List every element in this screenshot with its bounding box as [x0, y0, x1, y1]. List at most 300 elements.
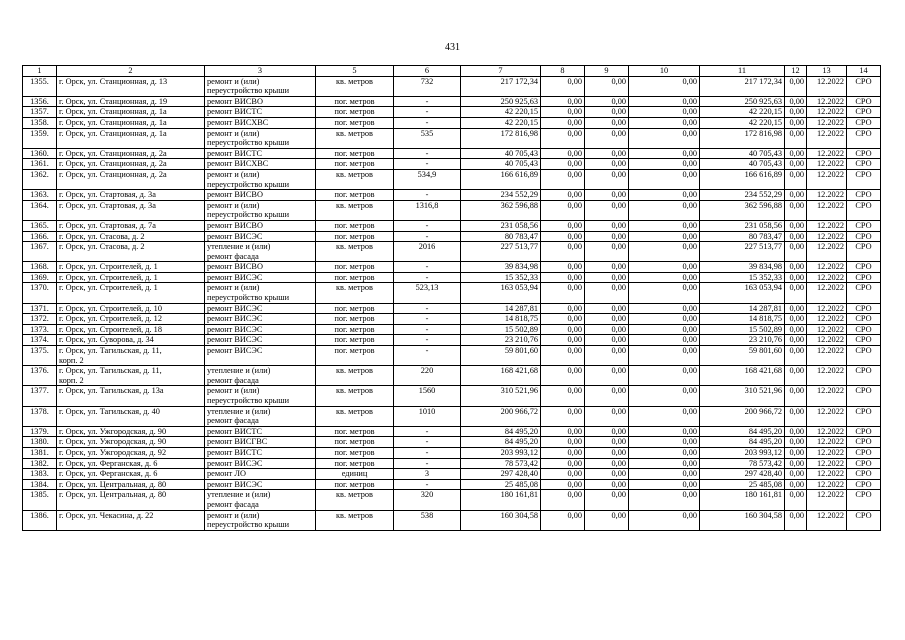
work-type-cell-line: ремонт ВИСЭС — [207, 324, 263, 334]
col11-cell: 234 552,29 — [700, 190, 785, 201]
col9-cell: 0,00 — [585, 346, 629, 366]
column-header: 9 — [585, 66, 629, 77]
table-row — [23, 447, 881, 458]
col8-cell: 0,00 — [541, 231, 585, 242]
table-row — [23, 148, 881, 159]
table-row — [23, 458, 881, 469]
col12-cell: 0,00 — [785, 128, 807, 148]
col9-cell: 0,00 — [585, 262, 629, 273]
date-cell: 12.2022 — [807, 272, 847, 283]
date-cell: 12.2022 — [807, 447, 847, 458]
col9-cell: 0,00 — [585, 458, 629, 469]
col8-cell: 0,00 — [541, 148, 585, 159]
address-cell-line: корп. 2 — [59, 375, 84, 385]
work-type-cell-line: ремонт и (или) — [207, 283, 260, 293]
address-cell-line: г. Орск, ул. Стартовая, д. 3а — [59, 190, 156, 200]
row-number-cell: 1373. — [23, 324, 57, 335]
col9-cell: 0,00 — [585, 314, 629, 325]
col9-cell: 0,00 — [585, 242, 629, 262]
work-type-cell — [205, 366, 316, 386]
col11-cell: 14 287,81 — [700, 303, 785, 314]
work-type-cell — [205, 262, 316, 273]
work-type-cell — [205, 346, 316, 366]
address-cell-line: г. Орск, ул. Станционная, д. 13 — [59, 76, 168, 86]
col9-cell: 0,00 — [585, 437, 629, 448]
source-cell: СРО — [847, 324, 881, 335]
address-cell — [57, 169, 205, 189]
col10-cell: 0,00 — [629, 386, 700, 406]
col8-cell: 0,00 — [541, 366, 585, 386]
table-row — [23, 366, 881, 386]
col11-cell: 78 573,42 — [700, 458, 785, 469]
total-cost-cell: 297 428,40 — [461, 469, 541, 480]
work-type-cell-line: ремонт ВИСВО — [207, 220, 263, 230]
col11-cell: 227 513,77 — [700, 242, 785, 262]
unit-cell: пог. метров — [316, 479, 394, 490]
address-cell — [57, 220, 205, 231]
col8-cell: 0,00 — [541, 283, 585, 303]
unit-cell: пог. метров — [316, 458, 394, 469]
work-type-cell-line: утепление и (или) — [207, 490, 271, 500]
col10-cell: 0,00 — [629, 190, 700, 201]
col10-cell: 0,00 — [629, 262, 700, 273]
column-header: 1 — [23, 66, 57, 77]
source-cell: СРО — [847, 159, 881, 170]
address-cell-line: г. Орск, ул. Тагильская, д. 11, — [59, 346, 162, 356]
row-number-cell: 1385. — [23, 490, 57, 510]
row-number-cell: 1358. — [23, 117, 57, 128]
col12-cell: 0,00 — [785, 200, 807, 220]
work-type-cell — [205, 96, 316, 107]
page-number: 431 — [445, 42, 460, 53]
work-type-cell-line: ремонт ВИСЭС — [207, 231, 263, 241]
work-type-cell-line: ремонт ВИСХВС — [207, 117, 269, 127]
source-cell: СРО — [847, 510, 881, 530]
col12-cell: 0,00 — [785, 324, 807, 335]
total-cost-cell: 227 513,77 — [461, 242, 541, 262]
register-table — [22, 65, 881, 531]
unit-cell: пог. метров — [316, 335, 394, 346]
col12-cell: 0,00 — [785, 242, 807, 262]
source-cell: СРО — [847, 437, 881, 448]
col10-cell: 0,00 — [629, 169, 700, 189]
source-cell: СРО — [847, 128, 881, 148]
work-type-cell — [205, 200, 316, 220]
date-cell: 12.2022 — [807, 437, 847, 448]
table-body — [23, 76, 881, 530]
row-number-cell: 1386. — [23, 510, 57, 530]
col9-cell: 0,00 — [585, 159, 629, 170]
col12-cell: 0,00 — [785, 262, 807, 273]
date-cell: 12.2022 — [807, 148, 847, 159]
col8-cell: 0,00 — [541, 458, 585, 469]
row-number-cell: 1367. — [23, 242, 57, 262]
total-cost-cell: 310 521,96 — [461, 386, 541, 406]
address-cell — [57, 283, 205, 303]
date-cell: 12.2022 — [807, 200, 847, 220]
work-type-cell-line: ремонт и (или) — [207, 128, 260, 138]
col12-cell: 0,00 — [785, 469, 807, 480]
column-header: 13 — [807, 66, 847, 77]
quantity-cell: - — [394, 426, 461, 437]
col9-cell: 0,00 — [585, 220, 629, 231]
date-cell: 12.2022 — [807, 231, 847, 242]
total-cost-cell: 160 304,58 — [461, 510, 541, 530]
row-number-cell: 1378. — [23, 406, 57, 426]
col12-cell: 0,00 — [785, 335, 807, 346]
address-cell — [57, 303, 205, 314]
quantity-cell: - — [394, 159, 461, 170]
address-cell-line: г. Орск, ул. Станционная, д. 2а — [59, 148, 167, 158]
address-cell — [57, 231, 205, 242]
address-cell-line: г. Орск, ул. Станционная, д. 2а — [59, 159, 167, 169]
unit-cell: пог. метров — [316, 159, 394, 170]
col10-cell: 0,00 — [629, 96, 700, 107]
col10-cell: 0,00 — [629, 242, 700, 262]
work-type-cell-line: ремонт фасада — [207, 499, 259, 509]
source-cell: СРО — [847, 148, 881, 159]
table-row — [23, 314, 881, 325]
source-cell: СРО — [847, 231, 881, 242]
source-cell: СРО — [847, 272, 881, 283]
total-cost-cell: 234 552,29 — [461, 190, 541, 201]
address-cell-line: г. Орск, ул. Тагильская, д. 11, — [59, 366, 162, 376]
work-type-cell-line: ремонт и (или) — [207, 200, 260, 210]
address-cell — [57, 447, 205, 458]
total-cost-cell: 78 573,42 — [461, 458, 541, 469]
work-type-cell-line: переустройство крыши — [207, 293, 290, 303]
row-number-cell: 1382. — [23, 458, 57, 469]
address-cell — [57, 190, 205, 201]
row-number-cell: 1355. — [23, 76, 57, 96]
col12-cell: 0,00 — [785, 510, 807, 530]
address-cell-line: г. Орск, ул. Строителей, д. 1 — [59, 283, 158, 293]
row-number-cell: 1376. — [23, 366, 57, 386]
unit-cell: пог. метров — [316, 346, 394, 366]
source-cell: СРО — [847, 346, 881, 366]
row-number-cell: 1372. — [23, 314, 57, 325]
source-cell: СРО — [847, 479, 881, 490]
date-cell: 12.2022 — [807, 458, 847, 469]
col8-cell: 0,00 — [541, 324, 585, 335]
address-cell — [57, 148, 205, 159]
address-cell-line: г. Орск, ул. Тагильская, д. 40 — [59, 406, 160, 416]
col10-cell: 0,00 — [629, 346, 700, 366]
col12-cell: 0,00 — [785, 107, 807, 118]
unit-cell: кв. метров — [316, 128, 394, 148]
quantity-cell: 732 — [394, 76, 461, 96]
quantity-cell: - — [394, 324, 461, 335]
total-cost-cell: 168 421,68 — [461, 366, 541, 386]
col12-cell: 0,00 — [785, 117, 807, 128]
unit-cell: пог. метров — [316, 190, 394, 201]
work-type-cell — [205, 231, 316, 242]
unit-cell: пог. метров — [316, 447, 394, 458]
row-number-cell: 1359. — [23, 128, 57, 148]
date-cell: 12.2022 — [807, 426, 847, 437]
col9-cell: 0,00 — [585, 107, 629, 118]
col10-cell: 0,00 — [629, 458, 700, 469]
unit-cell: кв. метров — [316, 200, 394, 220]
work-type-cell — [205, 447, 316, 458]
source-cell: СРО — [847, 366, 881, 386]
col10-cell: 0,00 — [629, 148, 700, 159]
source-cell: СРО — [847, 190, 881, 201]
source-cell: СРО — [847, 283, 881, 303]
col9-cell: 0,00 — [585, 447, 629, 458]
col12-cell: 0,00 — [785, 346, 807, 366]
unit-cell: кв. метров — [316, 366, 394, 386]
unit-cell: кв. метров — [316, 76, 394, 96]
work-type-cell-line: ремонт ВИСГВС — [207, 437, 268, 447]
work-type-cell-line: ремонт ВИСТС — [207, 107, 263, 117]
address-cell — [57, 490, 205, 510]
unit-cell: кв. метров — [316, 406, 394, 426]
date-cell: 12.2022 — [807, 346, 847, 366]
work-type-cell — [205, 242, 316, 262]
col10-cell: 0,00 — [629, 76, 700, 96]
col10-cell: 0,00 — [629, 324, 700, 335]
col11-cell: 40 705,43 — [700, 159, 785, 170]
date-cell: 12.2022 — [807, 117, 847, 128]
col8-cell: 0,00 — [541, 479, 585, 490]
quantity-cell: - — [394, 447, 461, 458]
work-type-cell-line: ремонт ВИСЭС — [207, 303, 263, 313]
unit-cell: пог. метров — [316, 262, 394, 273]
date-cell: 12.2022 — [807, 406, 847, 426]
unit-cell: кв. метров — [316, 242, 394, 262]
table-row — [23, 262, 881, 273]
table-row — [23, 283, 881, 303]
work-type-cell — [205, 148, 316, 159]
work-type-cell-line: ремонт и (или) — [207, 76, 260, 86]
address-cell-line: г. Орск, ул. Ужгородская, д. 90 — [59, 437, 167, 447]
col12-cell: 0,00 — [785, 231, 807, 242]
work-type-cell-line: ремонт ВИСЭС — [207, 335, 263, 345]
table-row — [23, 190, 881, 201]
date-cell: 12.2022 — [807, 510, 847, 530]
table-row — [23, 128, 881, 148]
address-cell — [57, 437, 205, 448]
work-type-cell — [205, 220, 316, 231]
address-cell — [57, 107, 205, 118]
table-row — [23, 272, 881, 283]
quantity-cell: 535 — [394, 128, 461, 148]
work-type-cell-line: переустройство крыши — [207, 138, 290, 148]
address-cell — [57, 366, 205, 386]
column-header: 2 — [57, 66, 205, 77]
col8-cell: 0,00 — [541, 262, 585, 273]
col8-cell: 0,00 — [541, 200, 585, 220]
date-cell: 12.2022 — [807, 128, 847, 148]
address-cell — [57, 406, 205, 426]
quantity-cell: - — [394, 96, 461, 107]
row-number-cell: 1381. — [23, 447, 57, 458]
unit-cell: пог. метров — [316, 324, 394, 335]
table-row — [23, 469, 881, 480]
total-cost-cell: 42 220,15 — [461, 107, 541, 118]
col11-cell: 59 801,60 — [700, 346, 785, 366]
quantity-cell: - — [394, 346, 461, 366]
unit-cell: пог. метров — [316, 96, 394, 107]
work-type-cell — [205, 406, 316, 426]
work-type-cell — [205, 469, 316, 480]
col9-cell: 0,00 — [585, 303, 629, 314]
column-header: 12 — [785, 66, 807, 77]
col12-cell: 0,00 — [785, 148, 807, 159]
work-type-cell — [205, 76, 316, 96]
col8-cell: 0,00 — [541, 76, 585, 96]
work-type-cell-line: ремонт и (или) — [207, 386, 260, 396]
source-cell: СРО — [847, 335, 881, 346]
date-cell: 12.2022 — [807, 314, 847, 325]
row-number-cell: 1366. — [23, 231, 57, 242]
work-type-cell-line: ремонт ВИСЭС — [207, 479, 263, 489]
col8-cell: 0,00 — [541, 303, 585, 314]
work-type-cell — [205, 510, 316, 530]
address-cell-line: г. Орск, ул. Ферганская, д. 6 — [59, 458, 158, 468]
row-number-cell: 1370. — [23, 283, 57, 303]
table-row — [23, 200, 881, 220]
unit-cell: кв. метров — [316, 386, 394, 406]
unit-cell: пог. метров — [316, 272, 394, 283]
quantity-cell: 320 — [394, 490, 461, 510]
col8-cell: 0,00 — [541, 426, 585, 437]
total-cost-cell: 180 161,81 — [461, 490, 541, 510]
row-number-cell: 1377. — [23, 386, 57, 406]
address-cell-line: г. Орск, ул. Центральная, д. 80 — [59, 490, 167, 500]
col10-cell: 0,00 — [629, 314, 700, 325]
table-row — [23, 242, 881, 262]
address-cell — [57, 242, 205, 262]
unit-cell: пог. метров — [316, 148, 394, 159]
row-number-cell: 1379. — [23, 426, 57, 437]
col10-cell: 0,00 — [629, 366, 700, 386]
col9-cell: 0,00 — [585, 190, 629, 201]
work-type-cell — [205, 479, 316, 490]
address-cell — [57, 335, 205, 346]
address-cell — [57, 479, 205, 490]
quantity-cell: - — [394, 272, 461, 283]
table-row — [23, 437, 881, 448]
col12-cell: 0,00 — [785, 366, 807, 386]
work-type-cell — [205, 324, 316, 335]
col11-cell: 14 818,75 — [700, 314, 785, 325]
column-header: 3 — [205, 66, 316, 77]
source-cell: СРО — [847, 314, 881, 325]
col9-cell: 0,00 — [585, 96, 629, 107]
col8-cell: 0,00 — [541, 314, 585, 325]
address-cell-line: г. Орск, ул. Станционная, д. 2а — [59, 169, 167, 179]
quantity-cell: 1560 — [394, 386, 461, 406]
total-cost-cell: 59 801,60 — [461, 346, 541, 366]
col9-cell: 0,00 — [585, 324, 629, 335]
table-row — [23, 169, 881, 189]
col11-cell: 84 495,20 — [700, 426, 785, 437]
col9-cell: 0,00 — [585, 128, 629, 148]
address-cell-line: г. Орск, ул. Станционная, д. 1а — [59, 107, 167, 117]
address-cell — [57, 346, 205, 366]
total-cost-cell: 250 925,63 — [461, 96, 541, 107]
date-cell: 12.2022 — [807, 76, 847, 96]
row-number-cell: 1383. — [23, 469, 57, 480]
col8-cell: 0,00 — [541, 386, 585, 406]
col11-cell: 25 485,08 — [700, 479, 785, 490]
col11-cell: 362 596,88 — [700, 200, 785, 220]
col12-cell: 0,00 — [785, 314, 807, 325]
date-cell: 12.2022 — [807, 386, 847, 406]
source-cell: СРО — [847, 262, 881, 273]
work-type-cell-line: ремонт ВИСЭС — [207, 346, 263, 356]
work-type-cell — [205, 159, 316, 170]
col10-cell: 0,00 — [629, 479, 700, 490]
quantity-cell: 1316,8 — [394, 200, 461, 220]
col11-cell: 80 783,47 — [700, 231, 785, 242]
col8-cell: 0,00 — [541, 96, 585, 107]
col10-cell: 0,00 — [629, 426, 700, 437]
col9-cell: 0,00 — [585, 510, 629, 530]
col11-cell: 15 352,33 — [700, 272, 785, 283]
work-type-cell — [205, 107, 316, 118]
col8-cell: 0,00 — [541, 335, 585, 346]
total-cost-cell: 203 993,12 — [461, 447, 541, 458]
work-type-cell — [205, 437, 316, 448]
col9-cell: 0,00 — [585, 335, 629, 346]
total-cost-cell: 163 053,94 — [461, 283, 541, 303]
work-type-cell — [205, 426, 316, 437]
col12-cell: 0,00 — [785, 220, 807, 231]
source-cell: СРО — [847, 76, 881, 96]
work-type-cell-line: ремонт ВИСЭС — [207, 458, 263, 468]
address-cell-line: г. Орск, ул. Стартовая, д. 7а — [59, 220, 156, 230]
work-type-cell — [205, 169, 316, 189]
total-cost-cell: 172 816,98 — [461, 128, 541, 148]
col11-cell: 180 161,81 — [700, 490, 785, 510]
col12-cell: 0,00 — [785, 76, 807, 96]
address-cell-line: г. Орск, ул. Тагильская, д. 13а — [59, 386, 164, 396]
total-cost-cell: 231 058,56 — [461, 220, 541, 231]
date-cell: 12.2022 — [807, 159, 847, 170]
quantity-cell: 1010 — [394, 406, 461, 426]
address-cell — [57, 96, 205, 107]
col9-cell: 0,00 — [585, 283, 629, 303]
work-type-cell — [205, 117, 316, 128]
col10-cell: 0,00 — [629, 128, 700, 148]
address-cell-line: г. Орск, ул. Строителей, д. 12 — [59, 314, 162, 324]
col11-cell: 42 220,15 — [700, 117, 785, 128]
col9-cell: 0,00 — [585, 366, 629, 386]
address-cell-line: г. Орск, ул. Центральная, д. 80 — [59, 479, 167, 489]
source-cell: СРО — [847, 242, 881, 262]
col8-cell: 0,00 — [541, 169, 585, 189]
quantity-cell: 220 — [394, 366, 461, 386]
work-type-cell — [205, 490, 316, 510]
work-type-cell-line: ремонт ВИСТС — [207, 148, 263, 158]
address-cell-line: корп. 2 — [59, 355, 84, 365]
col12-cell: 0,00 — [785, 386, 807, 406]
total-cost-cell: 25 485,08 — [461, 479, 541, 490]
col10-cell: 0,00 — [629, 406, 700, 426]
table-row — [23, 510, 881, 530]
address-cell-line: г. Орск, ул. Строителей, д. 1 — [59, 262, 158, 272]
col9-cell: 0,00 — [585, 231, 629, 242]
address-cell-line: г. Орск, ул. Ферганская, д. 6 — [59, 469, 158, 479]
quantity-cell: 523,13 — [394, 283, 461, 303]
address-cell — [57, 272, 205, 283]
col9-cell: 0,00 — [585, 117, 629, 128]
col12-cell: 0,00 — [785, 190, 807, 201]
col8-cell: 0,00 — [541, 190, 585, 201]
